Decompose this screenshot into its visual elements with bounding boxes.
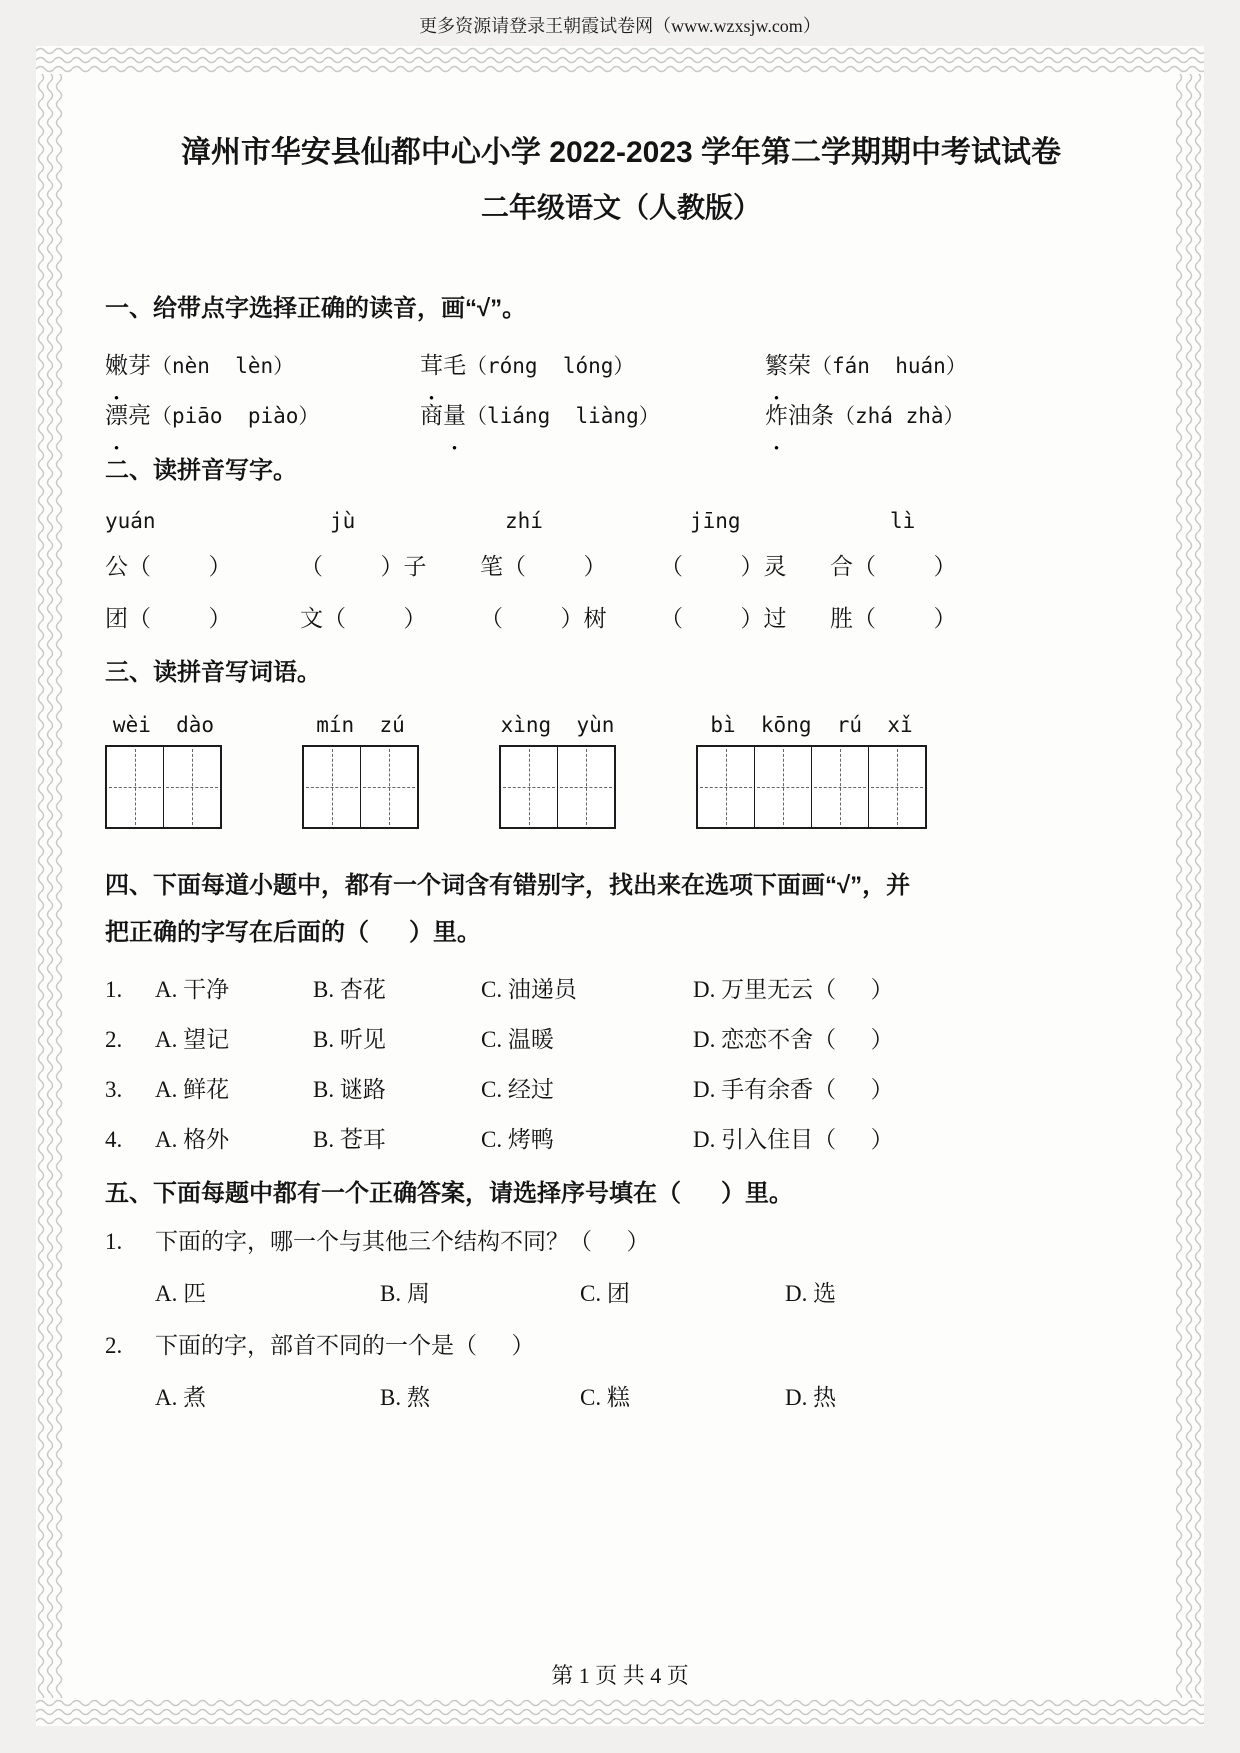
pinyin-hint: lì: [890, 509, 916, 534]
option-c: C. 糕: [580, 1385, 630, 1411]
section-4-heading-line1: 四、下面每道小题中，都有一个词含有错别字，找出来在选项下面画“√”，并: [105, 872, 911, 900]
writing-grid: [302, 745, 419, 829]
pinyin-hint: yuán: [105, 509, 156, 534]
writing-grid-group: [302, 711, 419, 829]
option-c: C. 温暖: [481, 1026, 554, 1052]
exam-title: 漳州市华安县仙都中心小学 2022-2023 学年第二学期期中考试试卷: [180, 136, 1062, 169]
dotted-char: 量: [443, 403, 466, 429]
question-text: 下面的字，哪一个与其他三个结构不同？（ ）: [155, 1229, 650, 1255]
word-pre: 商: [420, 403, 443, 429]
write-character-row: [105, 541, 1137, 593]
section-3-heading: 三、读拼音写词语。: [105, 659, 321, 687]
question-number: 1.: [105, 976, 123, 1002]
question-row: [105, 1115, 1137, 1165]
option-a: A. 望记: [155, 1026, 230, 1052]
word-pronunciation-item: [420, 391, 765, 441]
option-d: D. 选: [785, 1281, 837, 1307]
grid-cell: [698, 747, 755, 827]
blank-item: 合（ ）: [830, 554, 957, 580]
pinyin-choices: （nèn lèn）: [151, 354, 295, 379]
question-number: 2.: [105, 1333, 123, 1359]
blank-item: 文（ ）: [300, 606, 427, 632]
header-note: 更多资源请登录王朝霞试卷网（www.wzxsjw.com）: [419, 16, 821, 36]
word-pronunciation-item: [105, 391, 420, 441]
pinyin-choices: （zhá zhà）: [834, 404, 965, 429]
option-d: D. 恋恋不舍（ ）: [693, 1026, 894, 1052]
writing-grid-group: [499, 711, 616, 829]
dotted-char: 漂: [105, 403, 128, 429]
exam-subtitle: 二年级语文（人教版）: [480, 192, 761, 223]
question-row: [105, 1216, 1137, 1268]
question-number: 4.: [105, 1126, 123, 1152]
page-frame: [36, 46, 1204, 1726]
option-b: B. 听见: [313, 1026, 386, 1052]
word-pronunciation-item: [765, 391, 965, 441]
writing-grid: [499, 745, 616, 829]
question-row: [105, 965, 1137, 1015]
write-character-row: [105, 593, 1137, 645]
option-a: A. 鲜花: [155, 1076, 230, 1102]
grid-cell: [164, 747, 220, 827]
writing-grid-group: [105, 711, 222, 829]
writing-grids-row: [105, 711, 1137, 829]
pinyin-hint: jīng: [690, 509, 741, 534]
question-row: [105, 1065, 1137, 1115]
option-a: A. 干净: [155, 976, 230, 1002]
option-b: B. 周: [380, 1281, 430, 1307]
section-4-heading-line2: 把正确的字写在后面的（ ）里。: [105, 918, 482, 946]
pinyin-choices: （fán huán）: [811, 354, 967, 379]
pinyin-hint: zhí: [505, 509, 543, 534]
blank-item: （ ）树: [480, 606, 607, 632]
pinyin-hint: jù: [330, 509, 356, 534]
blank-item: （ ）过: [660, 606, 787, 632]
question-options: [155, 1268, 1137, 1320]
question-number: 1.: [105, 1229, 123, 1255]
grid-cell: [755, 747, 812, 827]
grid-cell: [107, 747, 164, 827]
section-2-heading: 二、读拼音写字。: [105, 457, 297, 485]
word-post: 毛: [443, 353, 466, 379]
section-4-heading: [105, 863, 1137, 957]
dotted-char: 嫩: [105, 353, 128, 379]
word-post: 荣: [788, 353, 811, 379]
writing-grid: [696, 745, 927, 829]
section-1-heading: 一、给带点字选择正确的读音，画“√”。: [105, 295, 527, 323]
option-a: A. 格外: [155, 1126, 230, 1152]
pinyin-hint-row: [105, 501, 1137, 541]
option-b: B. 苍耳: [313, 1126, 386, 1152]
pinyin-label: mín zú: [316, 713, 405, 738]
question-text: 下面的字，部首不同的一个是（ ）: [155, 1333, 535, 1359]
question-row: [105, 1015, 1137, 1065]
pinyin-label: bì kōng rú xǐ: [710, 713, 913, 738]
question-options: [155, 1372, 1137, 1424]
blank-item: （ ）子: [300, 554, 427, 580]
dotted-char: 炸: [765, 403, 788, 429]
grid-cell: [361, 747, 417, 827]
writing-grid-group: [696, 711, 927, 829]
dotted-char: 繁: [765, 353, 788, 379]
option-a: A. 煮: [155, 1385, 207, 1411]
pinyin-choices: （róng lóng）: [466, 354, 635, 379]
option-c: C. 油递员: [481, 976, 577, 1002]
pinyin-choices: （piāo piào）: [151, 404, 320, 429]
option-d: D. 热: [785, 1385, 837, 1411]
question-number: 3.: [105, 1076, 123, 1102]
option-c: C. 烤鸭: [481, 1126, 554, 1152]
word-post: 亮: [128, 403, 151, 429]
grid-cell: [558, 747, 614, 827]
dotted-char: 茸: [420, 353, 443, 379]
blank-item: 笔（ ）: [480, 554, 607, 580]
grid-cell: [869, 747, 925, 827]
section-1-row: [105, 341, 1137, 391]
option-a: A. 匹: [155, 1281, 207, 1307]
blank-item: 公（ ）: [105, 554, 232, 580]
option-d: D. 手有余香（ ）: [693, 1076, 894, 1102]
word-post: 油条: [788, 403, 834, 429]
question-number: 2.: [105, 1026, 123, 1052]
grid-cell: [812, 747, 869, 827]
grid-cell: [304, 747, 361, 827]
grid-cell: [501, 747, 558, 827]
option-d: D. 引入住目（ ）: [693, 1126, 894, 1152]
option-b: B. 谜路: [313, 1076, 386, 1102]
section-5-heading: 五、下面每题中都有一个正确答案，请选择序号填在（ ）里。: [105, 1179, 794, 1207]
option-c: C. 团: [580, 1281, 630, 1307]
option-c: C. 经过: [481, 1076, 554, 1102]
blank-item: 胜（ ）: [830, 606, 957, 632]
section-1-row: [105, 391, 1137, 441]
word-pronunciation-item: [765, 341, 967, 391]
exam-content: [105, 46, 1137, 1424]
word-post: 芽: [128, 353, 151, 379]
word-pronunciation-item: [420, 341, 765, 391]
blank-item: 团（ ）: [105, 606, 232, 632]
option-b: B. 杏花: [313, 976, 386, 1002]
pinyin-label: wèi dào: [112, 713, 215, 738]
pinyin-label: xìng yùn: [500, 713, 615, 738]
word-pronunciation-item: [105, 341, 420, 391]
writing-grid: [105, 745, 222, 829]
question-row: [105, 1320, 1137, 1372]
option-d: D. 万里无云（ ）: [693, 976, 894, 1002]
section-4-questions: [105, 965, 1137, 1165]
option-b: B. 熬: [380, 1385, 430, 1411]
blank-item: （ ）灵: [660, 554, 787, 580]
pinyin-choices: （liáng liàng）: [466, 404, 660, 429]
page-footer: 第 1 页 共 4 页: [551, 1663, 689, 1688]
